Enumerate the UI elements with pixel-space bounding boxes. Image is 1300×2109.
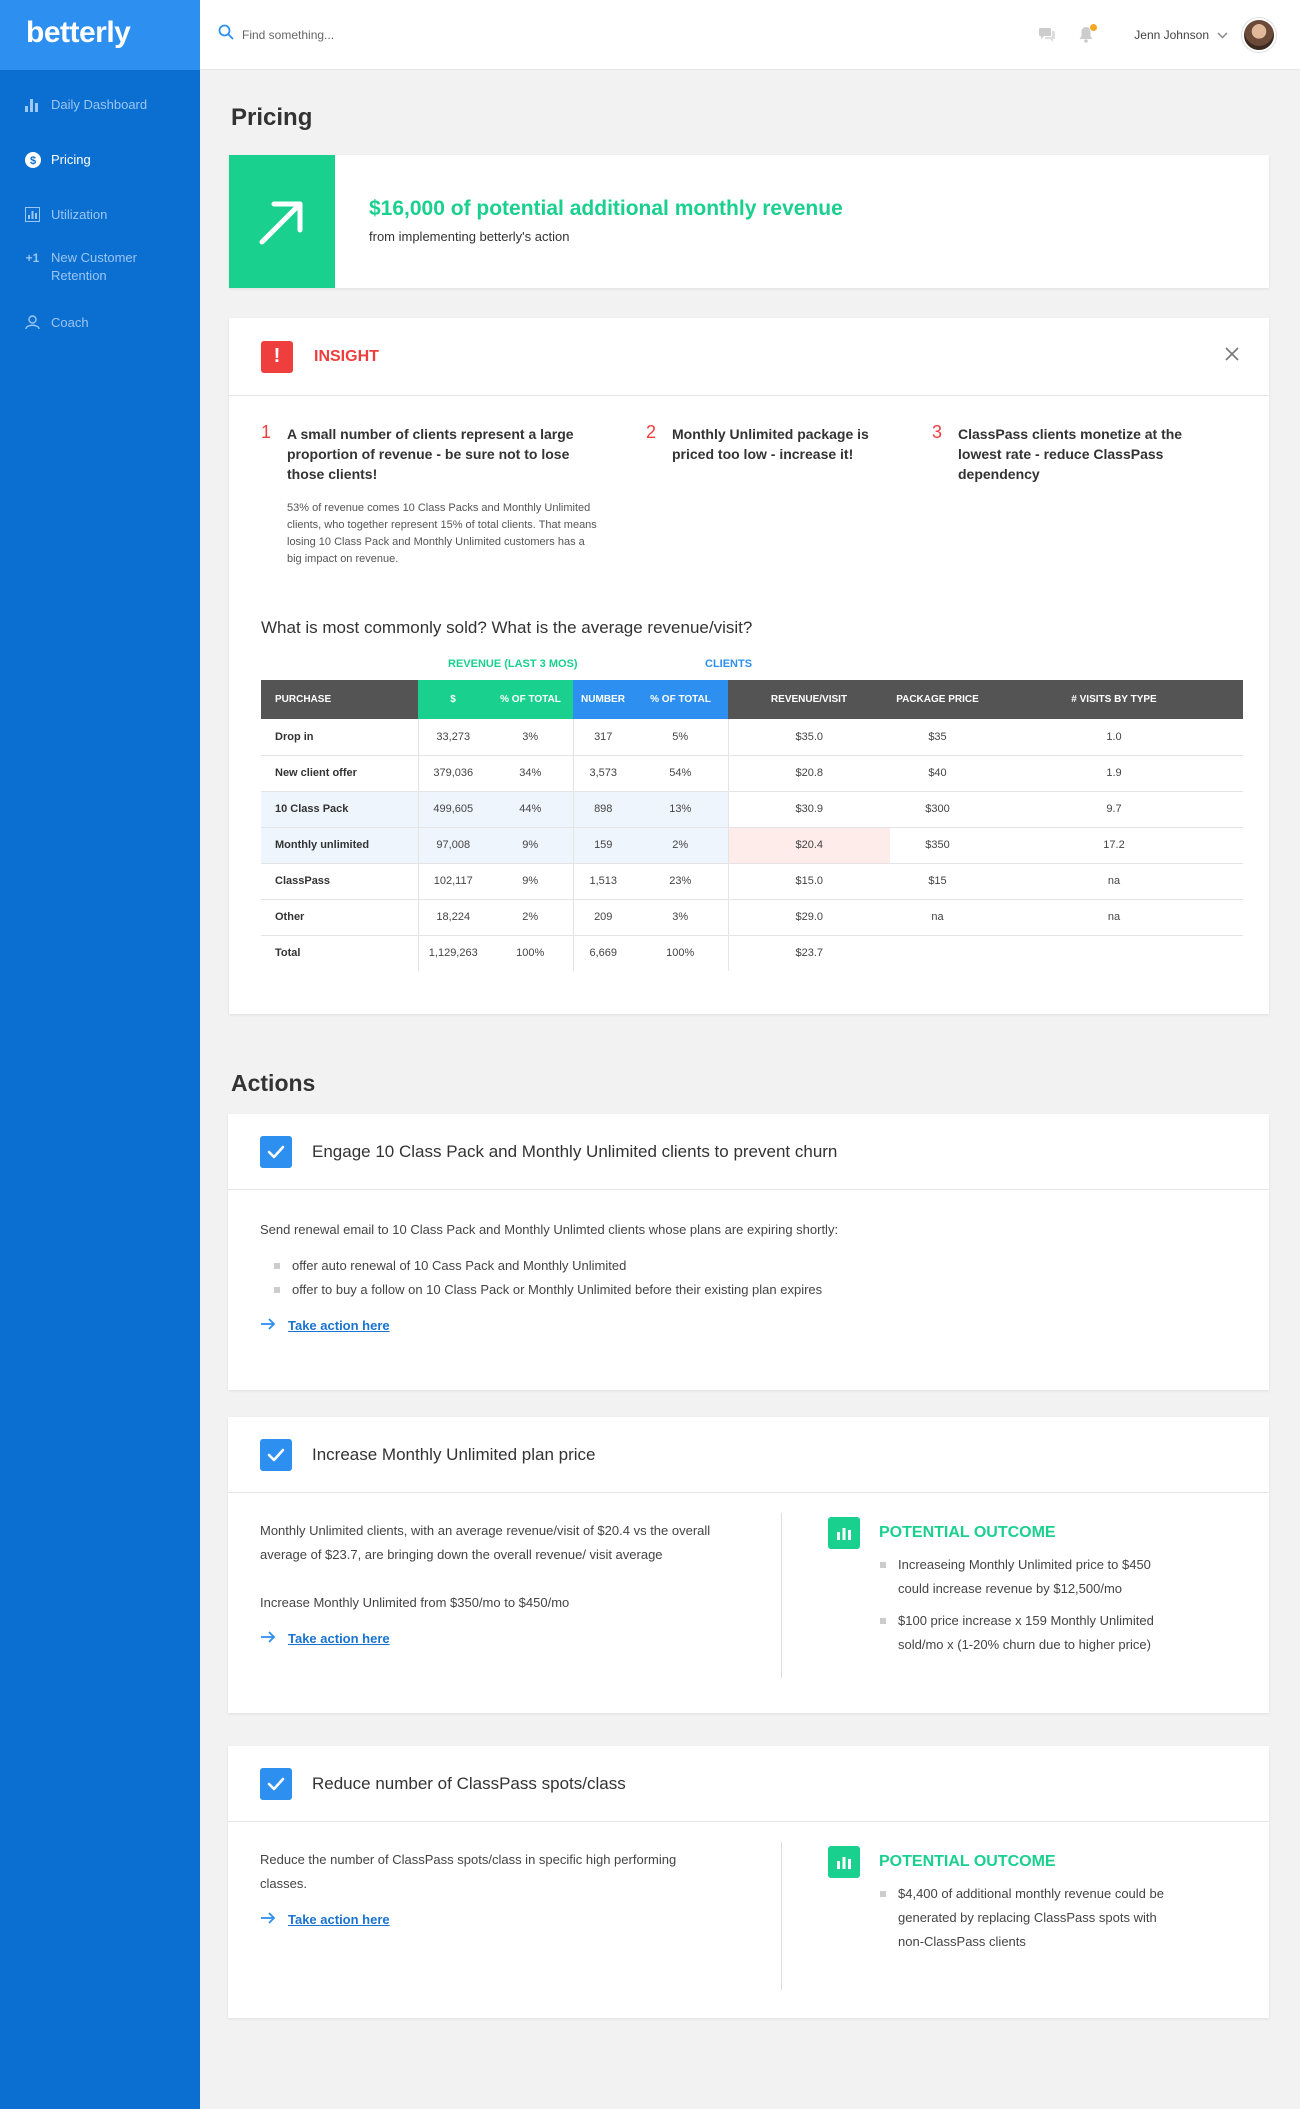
insight-point-2 xyxy=(646,424,932,568)
insight-point-3 xyxy=(932,424,1208,568)
cell: 3,573 xyxy=(573,755,633,791)
cell: 2% xyxy=(633,827,728,863)
table-row-highlighted xyxy=(261,791,1243,827)
sidebar-item-daily-dashboard[interactable] xyxy=(0,96,200,114)
col-clients-pct: % OF TOTAL xyxy=(633,680,728,719)
col-revenue: $ xyxy=(418,680,488,719)
col-visits: # VISITS BY TYPE xyxy=(985,680,1243,719)
outcome-label: POTENTIAL OUTCOME xyxy=(879,1524,1056,1541)
arrow-right-icon xyxy=(260,1627,276,1651)
cell: 1,129,263 xyxy=(418,935,488,971)
cell: Drop in xyxy=(261,719,418,755)
list-item: $4,400 of additional monthly revenue could be generated by replacing ClassPass spots with non-ClassPass clients xyxy=(880,1882,1180,1954)
point-title: Monthly Unlimited package is priced too low - increase it! xyxy=(672,426,869,462)
cell: $350 xyxy=(890,827,985,863)
action-header xyxy=(228,1417,1269,1493)
group-label-clients: CLIENTS xyxy=(705,658,753,670)
point-title: ClassPass clients monetize at the lowest rate - reduce ClassPass dependency xyxy=(958,426,1183,482)
table-row xyxy=(261,899,1243,935)
cell: 159 xyxy=(573,827,633,863)
search-bar xyxy=(218,24,738,45)
action-card-1 xyxy=(228,1114,1269,1390)
sidebar-item-pricing[interactable] xyxy=(0,151,200,169)
cell: 23% xyxy=(633,863,728,899)
cell: $40 xyxy=(890,755,985,791)
search-input[interactable] xyxy=(242,28,642,42)
table-row xyxy=(261,719,1243,755)
take-action-link[interactable] xyxy=(260,1314,1237,1338)
cell: 9% xyxy=(488,827,573,863)
sidebar-item-new-customer-retention[interactable] xyxy=(0,249,200,285)
banner-title: $16,000 of potential additional monthly revenue xyxy=(369,197,843,220)
point-number: 2 xyxy=(646,422,657,442)
cell: 9% xyxy=(488,863,573,899)
list-item: Increaseing Monthly Unlimited price to $450 could increase revenue by $12,500/mo xyxy=(880,1553,1180,1601)
cell: 44% xyxy=(488,791,573,827)
notification-dot xyxy=(1090,24,1097,31)
insight-header xyxy=(229,318,1269,396)
bar-chart-icon xyxy=(828,1517,860,1549)
cell xyxy=(985,935,1243,971)
cell: 9.7 xyxy=(985,791,1243,827)
cell: $23.7 xyxy=(728,935,890,971)
user-icon xyxy=(24,314,41,331)
action-description: Send renewal email to 10 Class Pack and Monthly Unlimted clients whose plans are expiring shortly: xyxy=(260,1222,839,1237)
list-item: $100 price increase x 159 Monthly Unlimited sold/mo x (1-20% churn due to higher price) xyxy=(880,1609,1180,1657)
insight-label: INSIGHT xyxy=(314,347,379,365)
action-description: Monthly Unlimited clients, with an average revenue/visit of $20.4 vs the overall average of $23.7, are bringing down the overall revenue/ visit average xyxy=(260,1523,711,1562)
group-label-revenue: REVENUE (LAST 3 MOS) xyxy=(448,658,578,670)
bell-icon[interactable] xyxy=(1078,26,1094,43)
header-right xyxy=(1016,18,1276,52)
table-row-highlighted xyxy=(261,827,1243,863)
outcome-label: POTENTIAL OUTCOME xyxy=(879,1853,1056,1870)
cell: 3% xyxy=(633,899,728,935)
action-card-2 xyxy=(228,1417,1269,1713)
plus-one-icon: +1 xyxy=(25,250,40,265)
arrow-right-icon xyxy=(260,1908,276,1932)
cell: $20.8 xyxy=(728,755,890,791)
cell: Total xyxy=(261,935,418,971)
list-item: offer to buy a follow on 10 Class Pack or Monthly Unlimited before their existing plan expires xyxy=(260,1278,1237,1302)
action-body xyxy=(228,1190,1269,1368)
cell: 1.9 xyxy=(985,755,1243,791)
point-content xyxy=(287,424,597,568)
cell: 3% xyxy=(488,719,573,755)
outcome-header xyxy=(828,1517,1228,1549)
col-package-price: PACKAGE PRICE xyxy=(890,680,985,719)
cell: 100% xyxy=(488,935,573,971)
sidebar-item-label: Retention xyxy=(51,268,107,283)
cell: 898 xyxy=(573,791,633,827)
revenue-banner xyxy=(229,155,1269,288)
bar-chart-icon xyxy=(828,1846,860,1878)
cell: 13% xyxy=(633,791,728,827)
action-description-2: Increase Monthly Unlimited from $350/mo to $450/mo xyxy=(260,1595,570,1610)
point-number: 1 xyxy=(261,422,272,442)
table-row-total xyxy=(261,935,1243,971)
top-header xyxy=(200,0,1300,70)
insight-card xyxy=(229,318,1269,1014)
sidebar-item-label: Daily Dashboard xyxy=(51,97,148,112)
actions-title: Actions xyxy=(231,1070,316,1096)
divider xyxy=(781,1513,782,1678)
alert-icon: ! xyxy=(261,341,293,373)
table-header-row xyxy=(261,680,1243,719)
cell: na xyxy=(985,863,1243,899)
cell: 1.0 xyxy=(985,719,1243,755)
col-revenue-visit: REVENUE/VISIT xyxy=(728,680,890,719)
col-purchase: PURCHASE xyxy=(261,680,418,719)
cell: 34% xyxy=(488,755,573,791)
page-title: Pricing xyxy=(231,104,313,131)
cell: $30.9 xyxy=(728,791,890,827)
checkbox-checked-icon[interactable] xyxy=(260,1439,292,1471)
action-title: Reduce number of ClassPass spots/class xyxy=(312,1773,626,1793)
table-question: What is most commonly sold? What is the average revenue/visit? xyxy=(261,618,753,637)
checkbox-checked-icon[interactable] xyxy=(260,1136,292,1168)
col-revenue-pct: % OF TOTAL xyxy=(488,680,573,719)
cell: ClassPass xyxy=(261,863,418,899)
table-row xyxy=(261,755,1243,791)
insight-points xyxy=(229,396,1269,568)
point-title: A small number of clients represent a large proportion of revenue - be sure not to lose those clients! xyxy=(287,426,574,482)
action-body xyxy=(228,1822,1269,2018)
banner-subtitle: from implementing betterly's action xyxy=(369,229,570,244)
cell: na xyxy=(985,899,1243,935)
cell: 97,008 xyxy=(418,827,488,863)
cell: 17.2 xyxy=(985,827,1243,863)
cell: 499,605 xyxy=(418,791,488,827)
cell: 100% xyxy=(633,935,728,971)
action-title: Engage 10 Class Pack and Monthly Unlimited clients to prevent churn xyxy=(312,1141,838,1161)
point-number: 3 xyxy=(932,422,943,442)
cell xyxy=(890,935,985,971)
cell: 10 Class Pack xyxy=(261,791,418,827)
sidebar-item-label-wrap xyxy=(51,249,137,285)
cell: 379,036 xyxy=(418,755,488,791)
cell: $15.0 xyxy=(728,863,890,899)
cell: $15 xyxy=(890,863,985,899)
logo[interactable]: betterly xyxy=(0,0,200,70)
svg-text:$: $ xyxy=(29,154,36,167)
cell: na xyxy=(890,899,985,935)
take-action-label[interactable]: Take action here xyxy=(288,1318,390,1333)
cell: 1,513 xyxy=(573,863,633,899)
utilization-icon xyxy=(24,206,41,223)
cell: 2% xyxy=(488,899,573,935)
cell: 5% xyxy=(633,719,728,755)
bar-chart-icon xyxy=(24,96,41,113)
cell: $29.0 xyxy=(728,899,890,935)
action-header xyxy=(228,1114,1269,1190)
cell: 33,273 xyxy=(418,719,488,755)
action-card-3 xyxy=(228,1746,1269,2018)
sidebar-nav xyxy=(0,70,200,332)
outcome-header xyxy=(828,1846,1228,1878)
col-clients: NUMBER xyxy=(573,680,633,719)
divider xyxy=(781,1842,782,1990)
avatar[interactable] xyxy=(1242,18,1276,52)
pricing-table xyxy=(261,680,1243,971)
cell-warning: $20.4 xyxy=(728,827,890,863)
point-description: 53% of revenue comes 10 Class Packs and Monthly Unlimited clients, who together represent 15% of total clients. That means losing 10 Class Pack and Monthly Unlimited customers has a big impact on revenue. xyxy=(287,502,597,565)
table-row xyxy=(261,863,1243,899)
chevron-down-icon[interactable] xyxy=(1217,26,1228,44)
checkbox-checked-icon[interactable] xyxy=(260,1768,292,1800)
sidebar xyxy=(0,0,200,2109)
sidebar-item-label: Utilization xyxy=(51,207,108,222)
action-description: Reduce the number of ClassPass spots/class in specific high performing classes. xyxy=(260,1852,677,1891)
user-name[interactable]: Jenn Johnson xyxy=(1134,27,1209,42)
sidebar-item-label: New Customer xyxy=(51,250,137,265)
potential-outcome xyxy=(828,1517,1228,1665)
cell: $300 xyxy=(890,791,985,827)
sidebar-item-label: Pricing xyxy=(51,152,91,167)
outcome-list xyxy=(880,1882,1180,1954)
arrow-up-right-icon xyxy=(229,155,335,288)
sidebar-item-utilization[interactable] xyxy=(0,206,200,224)
cell: 54% xyxy=(633,755,728,791)
sidebar-item-coach[interactable] xyxy=(0,314,200,332)
chat-icon[interactable] xyxy=(1038,27,1056,43)
action-title: Increase Monthly Unlimited plan price xyxy=(312,1444,596,1464)
take-action-label[interactable]: Take action here xyxy=(288,1631,390,1646)
potential-outcome xyxy=(828,1846,1228,1962)
cell: 209 xyxy=(573,899,633,935)
take-action-label[interactable]: Take action here xyxy=(288,1912,390,1927)
cell: Other xyxy=(261,899,418,935)
arrow-right-icon xyxy=(260,1314,276,1338)
cell: 6,669 xyxy=(573,935,633,971)
close-icon[interactable] xyxy=(1225,347,1239,366)
insight-point-1 xyxy=(261,424,646,568)
cell: 102,117 xyxy=(418,863,488,899)
action-bullets xyxy=(260,1254,1237,1302)
cell: $35.0 xyxy=(728,719,890,755)
list-item: offer auto renewal of 10 Cass Pack and Monthly Unlimited xyxy=(260,1254,1237,1278)
cell: Monthly unlimited xyxy=(261,827,418,863)
banner-text xyxy=(335,155,843,288)
cell: New client offer xyxy=(261,755,418,791)
sidebar-item-label: Coach xyxy=(51,315,89,330)
action-body xyxy=(228,1493,1269,1713)
cell: $35 xyxy=(890,719,985,755)
cell: 317 xyxy=(573,719,633,755)
outcome-list xyxy=(880,1553,1180,1657)
cell: 18,224 xyxy=(418,899,488,935)
search-icon[interactable] xyxy=(218,24,234,45)
action-header xyxy=(228,1746,1269,1822)
dollar-icon xyxy=(24,151,41,168)
